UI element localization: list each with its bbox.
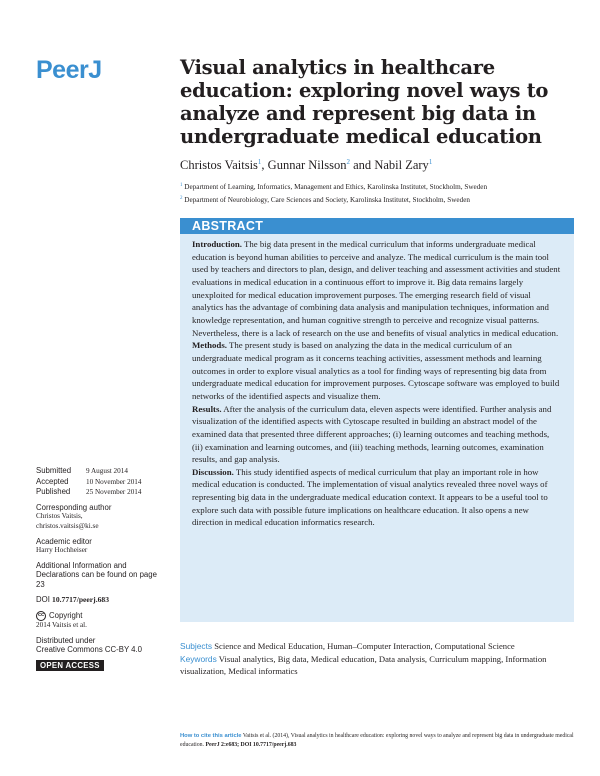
abstract-discussion [192, 466, 562, 529]
author-list [180, 158, 432, 173]
copyright-label: Copyright [49, 611, 83, 621]
distributed-under: Distributed under [36, 635, 96, 645]
creative-commons-icon: cc [36, 611, 46, 621]
author-affiliation-sup: 1 [428, 158, 433, 166]
author-separator: and [350, 158, 375, 172]
published-label: Published [36, 487, 71, 497]
affiliation-item [180, 180, 580, 193]
subjects-label: Subjects [180, 641, 213, 651]
section-text: The present study is based on analyzing the data in the medical curriculum of an undergraduate medical program as it concerns teaching activities, assessment methods and learning outcomes in order to explore visual analytics as a tool for finding ways of representing big data from undergraduate medical education for improvement purposes. Cytoscape software was employed to build networks of the identified aspects and visualize them. [192, 340, 560, 401]
editor-name: Harry Hochheiser [36, 546, 88, 555]
affiliation-text: Department of Learning, Informatics, Management and Ethics, Karolinska Institutet, Stockholm, Sweden [184, 183, 488, 191]
copyright-text: 2014 Vaitsis et al. [36, 621, 87, 630]
abstract-panel [180, 218, 574, 622]
author-name[interactable]: Nabil Zary [374, 158, 429, 172]
subjects-text: Science and Medical Education, Human–Computer Interaction, Computational Science [214, 641, 515, 651]
license-link[interactable]: Creative Commons CC-BY 4.0 [36, 645, 143, 655]
peerj-logo: PeerJ [36, 56, 102, 84]
subjects-keywords [180, 640, 574, 678]
citation-footer [180, 732, 580, 749]
affiliation-sup: 1 [180, 183, 183, 188]
accepted-row [36, 477, 166, 488]
doi-link[interactable]: 10.7717/peerj.683 [52, 594, 109, 604]
affiliation-item [180, 193, 580, 206]
abstract-results [192, 403, 562, 466]
subjects-line [180, 640, 574, 653]
section-label: Introduction. [192, 239, 242, 249]
author-affiliation-sup: 1 [257, 158, 262, 166]
keywords-line [180, 653, 574, 678]
keywords-label: Keywords [180, 653, 217, 664]
affiliations [180, 180, 580, 206]
article-sidebar [36, 466, 166, 671]
accepted-date: 10 November 2014 [86, 477, 142, 486]
editor-label: Academic editor [36, 536, 92, 546]
submitted-date: 9 August 2014 [86, 467, 128, 475]
corresponding-name: Christos Vaitsis, [36, 512, 83, 521]
accepted-label: Accepted [36, 476, 69, 486]
corresponding-email[interactable]: christos.vaitsis@ki.se [36, 521, 99, 530]
author-affiliation-sup: 2 [346, 158, 350, 166]
section-text: This study identified aspects of medical curriculum that play an important role in how medical education is conducted. The implementation of visual analytics revealed three novel ways of representing big data in the undergraduate medical education context. It appears to be a useful tool to explore such data with possible future implications on healthcare education. It also opens a new direction in medical education informatics research. [192, 466, 548, 528]
abstract-body [180, 234, 574, 529]
affiliation-text: Department of Neurobiology, Care Sciences and Society, Karolinska Institutet, Stockholm, Sweden [184, 196, 470, 204]
published-row [36, 487, 166, 498]
section-label: Results. [192, 403, 222, 414]
author-name[interactable]: Gunnar Nilsson [267, 158, 347, 172]
affiliation-sup: 2 [180, 196, 183, 201]
cite-text: Vaitsis et al. (2014), Visual analytics in healthcare education: exploring novel ways to analyze and represent big data in undergraduate medical education. [180, 733, 574, 748]
section-label: Methods. [192, 340, 227, 351]
abstract-heading: ABSTRACT [180, 218, 574, 234]
corresponding-label: Corresponding author [36, 502, 112, 512]
author-separator: , [261, 158, 268, 172]
citation-bold: PeerJ 2:e683; DOI 10.7717/peerj.683 [205, 741, 297, 748]
section-text: After the analysis of the curriculum data, eleven aspects were identified. Further analysis and visualization of the identified aspects with Cytoscape resulted in building an abstract model of the examined data that presented three different approaches; (i) learning outcomes and teaching methods, (ii) examination and learning outcomes, and (iii) teaching methods, learning outcomes, examination results, and gap analysis. [192, 403, 552, 465]
open-access-badge: OPEN ACCESS [36, 660, 104, 671]
copyright-row [36, 611, 82, 621]
doi-row [36, 595, 166, 605]
section-label: Discussion. [192, 466, 234, 477]
submitted-label: Submitted [36, 466, 72, 475]
abstract-introduction [192, 238, 562, 339]
abstract-methods [192, 339, 562, 402]
additional-info[interactable]: Additional Information and Declarations can be found on page 23 [36, 560, 157, 589]
doi-label: DOI [36, 594, 50, 604]
paper-title: Visual analytics in healthcare education: exploring novel ways to analyze and represent big data in undergraduate medical education [180, 56, 549, 148]
cite-label[interactable]: How to cite this article [180, 733, 242, 739]
submitted-row [36, 466, 166, 477]
section-text: The big data present in the medical curriculum that informs undergraduate medical education is beyond human abilities to perceive and analyze. The medical curriculum is the main tool used by teachers and directors to plan, design, and deliver teaching and assessment activities and student evaluations in medical education in a continuous effort to improve it. Big data remains largely unexploited for medical education improvement purposes. The emerging research field of visual analytics has the advantage of combining data analysis and manipulation techniques, information and knowledge representation, and human cognitive strength to perceive and recognize visual patterns. Nevertheless, there is a lack of research on the use and benefits of visual analytics in medical education. [192, 239, 561, 338]
keywords-text: Visual analytics, Big data, Medical education, Data analysis, Curriculum mapping, Information visualization, Medical informatics [180, 653, 547, 676]
author-name[interactable]: Christos Vaitsis [180, 158, 258, 172]
published-date: 25 November 2014 [86, 488, 142, 497]
